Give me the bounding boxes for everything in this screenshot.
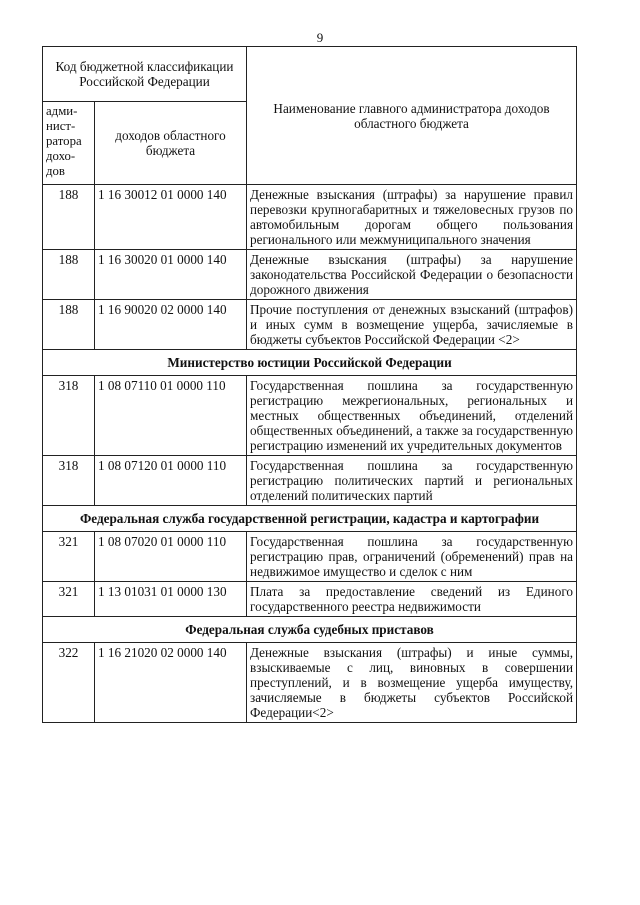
administrator-name-cell: Прочие поступления от денежных взысканий (штрафов) и иных сумм в возмещение ущерба, зачисляемые в бюджеты субъектов Российской Федерации <2> [247, 300, 577, 350]
income-code-cell: 1 16 21020 02 0000 140 [95, 643, 247, 723]
administrator-code-cell: 318 [43, 376, 95, 456]
section-title: Федеральная служба государственной регистрации, кадастра и картографии [43, 506, 577, 532]
administrator-name-cell: Плата за предоставление сведений из Единого государственного реестра недвижимости [247, 582, 577, 617]
section-title: Федеральная служба судебных приставов [43, 617, 577, 643]
administrator-code-cell: 188 [43, 300, 95, 350]
table-row [43, 532, 577, 582]
table-header-row [43, 47, 577, 102]
administrator-code-cell: 318 [43, 456, 95, 506]
section-row [43, 506, 577, 532]
administrator-name-cell: Государственная пошлина за государственную регистрацию межрегиональных, региональных и местных общественных объединений, отделений общественных объединений, а также за государственную регистрацию изменений их учредительных документов [247, 376, 577, 456]
page-number: 9 [316, 30, 324, 45]
section-row [43, 350, 577, 376]
table-row [43, 300, 577, 350]
table-row [43, 456, 577, 506]
income-code-cell: 1 08 07110 01 0000 110 [95, 376, 247, 456]
section-row [43, 617, 577, 643]
administrator-name-cell: Государственная пошлина за государственную регистрацию прав, ограничений (обременений) прав на недвижимое имущество и сделок с ним [247, 532, 577, 582]
administrator-code-cell: 188 [43, 185, 95, 250]
administrator-code-cell: 321 [43, 532, 95, 582]
income-code-cell: 1 08 07120 01 0000 110 [95, 456, 247, 506]
header-administrator-name: Наименование главного администратора доходов областного бюджета [247, 47, 577, 185]
budget-classification-table [42, 46, 577, 723]
administrator-code-cell: 322 [43, 643, 95, 723]
administrator-name-cell: Денежные взыскания (штрафы) за нарушение правил перевозки крупногабаритных и тяжеловесных грузов по автомобильным дорогам общего пользования регионального или межмуниципального значения [247, 185, 577, 250]
table-row [43, 376, 577, 456]
table-row [43, 582, 577, 617]
table-row [43, 643, 577, 723]
header-administrator-code: адми-нист-ратора дохо-дов [43, 102, 95, 185]
header-income-code: доходов областного бюджета [95, 102, 247, 185]
income-code-cell: 1 16 30020 01 0000 140 [95, 250, 247, 300]
income-code-cell: 1 08 07020 01 0000 110 [95, 532, 247, 582]
table-row [43, 185, 577, 250]
administrator-name-cell: Денежные взыскания (штрафы) и иные суммы, взыскиваемые с лиц, виновных в совершении преступлений, и в возмещение ущерба имуществу, зачисляемые в бюджеты субъектов Российской Федерации<2> [247, 643, 577, 723]
income-code-cell: 1 13 01031 01 0000 130 [95, 582, 247, 617]
section-title: Министерство юстиции Российской Федерации [43, 350, 577, 376]
administrator-code-cell: 321 [43, 582, 95, 617]
table-row [43, 250, 577, 300]
header-budget-classification-code: Код бюджетной классификации Российской Федерации [43, 47, 247, 102]
administrator-code-cell: 188 [43, 250, 95, 300]
income-code-cell: 1 16 30012 01 0000 140 [95, 185, 247, 250]
administrator-name-cell: Денежные взыскания (штрафы) за нарушение законодательства Российской Федерации о безопасности дорожного движения [247, 250, 577, 300]
income-code-cell: 1 16 90020 02 0000 140 [95, 300, 247, 350]
administrator-name-cell: Государственная пошлина за государственную регистрацию политических партий и региональных отделений политических партий [247, 456, 577, 506]
